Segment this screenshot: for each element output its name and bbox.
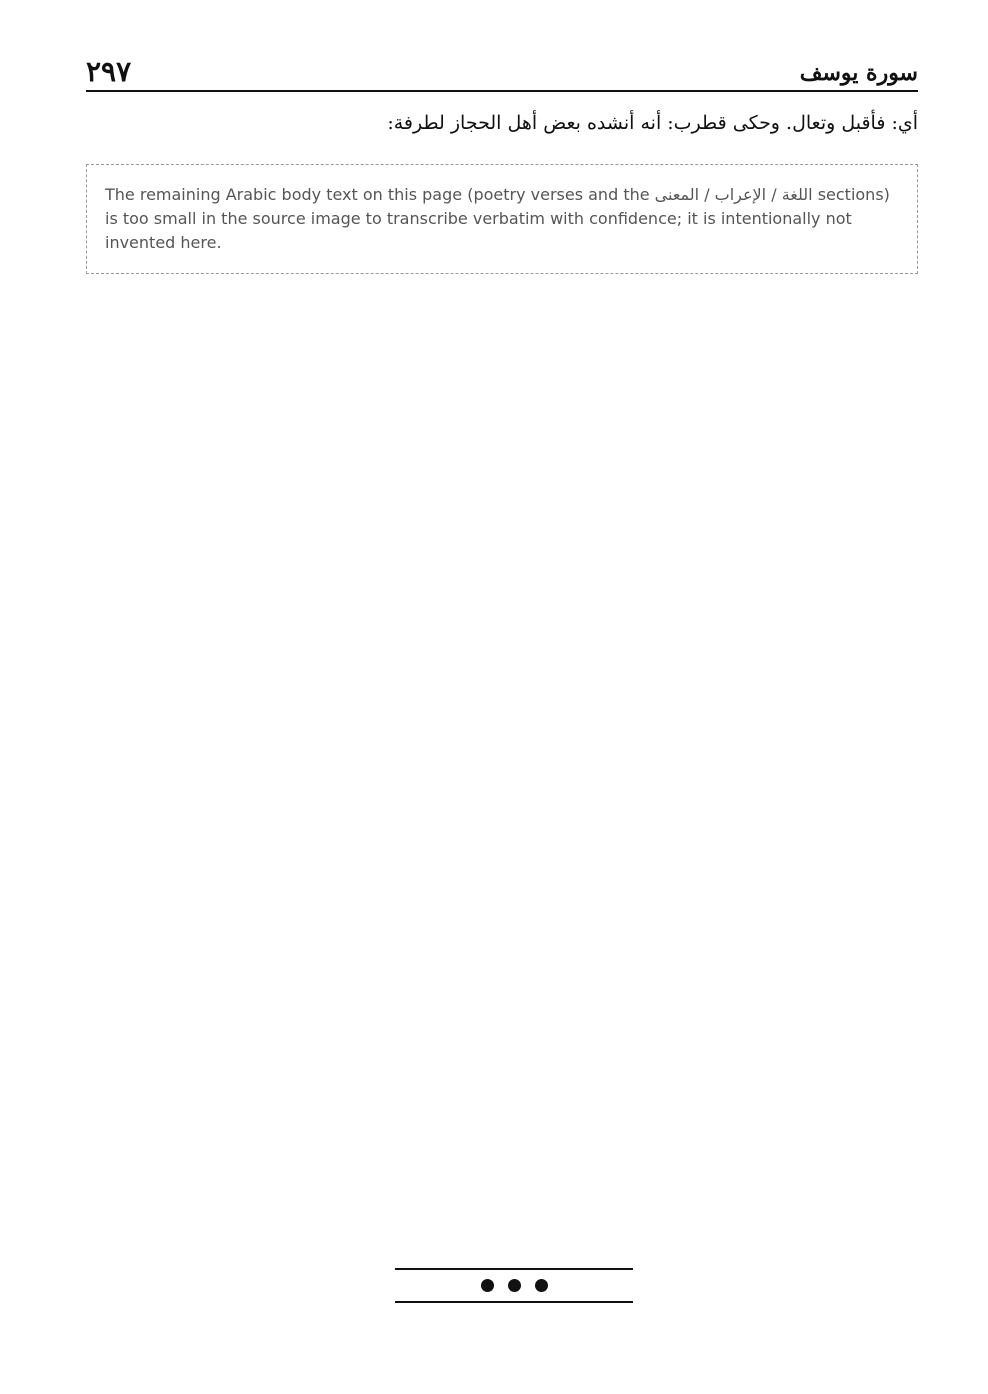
page-header: [86, 46, 918, 92]
footer-ornament: [395, 1268, 633, 1303]
surah-title: سورة يوسف: [799, 60, 918, 86]
opening-line: أي: فأقبل وتعال. وحكى قطرب: أنه أنشده بعض أهل الحجاز لطرفة:: [387, 112, 918, 134]
body-text: [86, 106, 918, 140]
ornament-dot: [535, 1279, 548, 1292]
ornament-dot: [481, 1279, 494, 1292]
ornament-dots: [395, 1270, 633, 1301]
transcription-notice: The remaining Arabic body text on this page (poetry verses and the اللغة / الإعراب / المعنى sections) is too small in the source image to transcribe verbatim with confidence; it is intentionally not invented here.: [86, 164, 918, 274]
ornament-bottom-line: [395, 1301, 633, 1303]
page-number: ٢٩٧: [86, 55, 132, 88]
ornament-dot: [508, 1279, 521, 1292]
